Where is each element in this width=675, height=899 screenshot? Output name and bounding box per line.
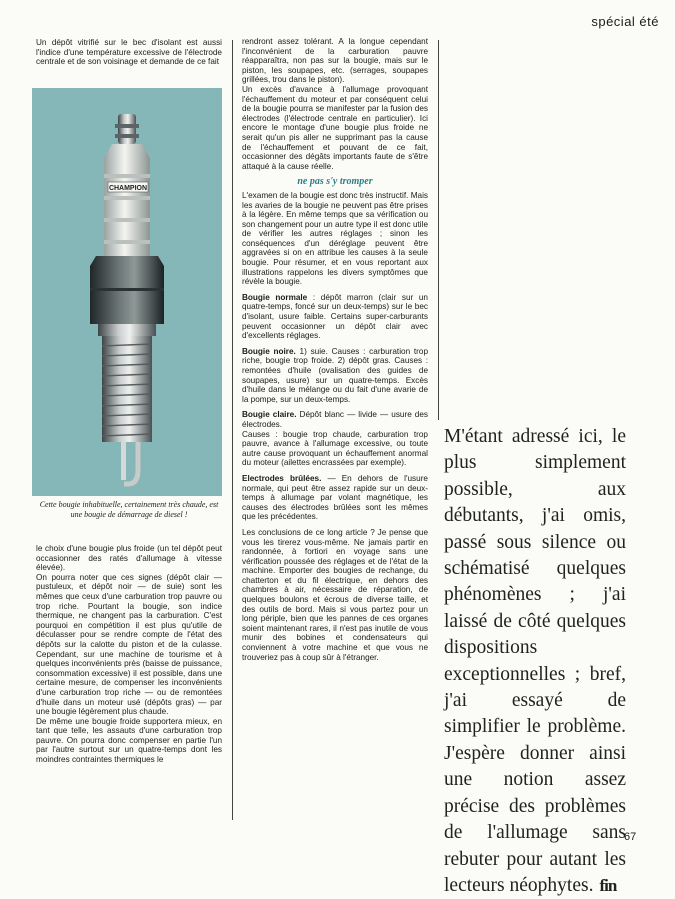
term-label: Bougie noire. bbox=[242, 346, 296, 356]
spark-plug-photo bbox=[32, 88, 222, 496]
paragraph: On pourra noter que ces signes (dépôt clair — pustuleux, et dépôt noir — de suie) sont les mêmes que ceux d'une carburation trop pauvre ou trop riche. Pourtant la bougie, son indice thermique, ne changent pas la carburation. C'est pourquoi en compétition il est plus qu'utile de déculasser pour se rendre compte de l'état des dépôts sur la calotte du piston et de la culasse. Cependant, sur une machine de tourisme et à quelques inconvénients près (baisse de puissance, consommation excessive) il est possible, dans une certaine mesure, de compenser les inconvénients d'une carburation trop riche — ou de remontées d'huile dans un moteur usé (dépôts gras) — par une bougie légèrement plus chaude. bbox=[36, 572, 222, 717]
page-number: 67 bbox=[624, 831, 637, 843]
paragraph-bougie-noire bbox=[242, 347, 428, 405]
paragraph-electrodes-brulees bbox=[242, 474, 428, 522]
column-divider-right bbox=[438, 40, 439, 420]
paragraph: L'examen de la bougie est donc très instructif. Mais les avaries de la bougie ne peuvent pas être prises à la légère. En même temps que sa vérification ou son changement pour un autre type il est donc utile de vérifier les autres réglages ; sinon les conséquences d'un déréglage peuvent être aggravées si on en attribue les causes à la seule bougie. Pour résumer, et en vous reportant aux illustrations rappelons les divers symptômes que révèle la bougie. bbox=[242, 190, 428, 287]
paragraph-bougie-normale bbox=[242, 293, 428, 341]
paragraph: Un dépôt vitrifié sur le bec d'isolant est aussi l'indice d'une température excessive de l'électrode centrale et de son voisinage et demande de ce fait bbox=[36, 38, 222, 67]
paragraph: le choix d'une bougie plus froide (un tel dépôt peut occasionner des ratés d'allumage à vitesse élevée). bbox=[36, 544, 222, 573]
term-text: — En dehors de l'usure normale, qui peut être assez rapide sur un deux-temps à allumage par volant magnétique, les causes des électrodes brûlées sont les mêmes que les précédentes. bbox=[242, 473, 428, 522]
term-text: 1) suie. Causes : carburation trop riche, bougie trop froide. 2) dépôt gras. Causes : remontées d'huile (ovalisation des guides de soupapes, usure) sur un quatre-temps. Excès d'huile dans le mélange ou du fait d'une avarie de la pompe, sur un deux-temps. bbox=[242, 346, 428, 404]
paragraph-bougie-claire bbox=[242, 410, 428, 429]
paragraph: Les conclusions de ce long article ? Je pense que vous les tirerez vous-même. Ne jamais partir en randonnée, à fortiori en voyage sans une vérification poussée des réglages et de l'état de la machine. Emporter des bougies de rechange, du chatterton et du fil électrique, en dehors des chambres à air, nécessaire de réparation, de quelques boulons et écrous de diverse taille, et des outils de bord. Mais si vous partez pour un long périple, bien que les pannes de ces organes soient maintenant rares, il n'est pas inutile de vous munir des bobines et condensateurs qui conviennent à votre machine et que vous ne trouveriez pas à coup sûr à l'étranger. bbox=[242, 527, 428, 662]
image-caption: Cette bougie inhabituelle, certainement très chaude, est une bougie de démarrage de diesel ! bbox=[39, 500, 219, 519]
conclusion-body: M'étant adressé ici, le plus simplement possible, aux débutants, j'ai omis, passé sous silence ou schématisé quelques phénomènes ; j'ai laissé de côté quelques dispositions exceptionnelles ; bref, j'ai essayé de simplifier le problème. J'espère donner ainsi une notion assez précise des problèmes de l'allumage sans rebuter pour autant les lecteurs néophytes. bbox=[444, 426, 626, 896]
paragraph: rendront assez tolérant. A la longue cependant l'inconvénient de la carburation pauvre réapparaîtra, non pas sur la bougie, mais sur le piston, les soupapes, etc. (serrages, soupapes grillées, trou dans le piston). bbox=[242, 37, 428, 85]
brand-text: CHAMPION bbox=[108, 185, 148, 192]
spark-plug-illustration bbox=[32, 88, 222, 496]
conclusion-text bbox=[444, 424, 626, 899]
term-label: Bougie normale bbox=[242, 292, 308, 302]
term-label: Bougie claire. bbox=[242, 410, 297, 420]
paragraph: De même une bougie froide supportera mieux, en tant que telle, les assauts d'une carburation trop pauvre. On pourra donc compenser en partie l'un par l'autre surtout sur un quatre-temps dont les moindres contraintes thermiques le bbox=[36, 716, 222, 765]
column-1-bottom bbox=[36, 544, 222, 765]
paragraph: Causes : bougie trop chaude, carburation trop pauvre, avance à l'allumage excessive, ou toute autre cause provoquant un échauffement anormal du moteur (ailettes encrassées par exemple). bbox=[242, 429, 428, 468]
term-text: : dépôt marron (clair sur un quatre-temps, foncé sur un deux-temps) sur le bec d'isolant, usure faible. Certains super-carburants peuvent occasionner un dépôt clair avec d'excellents réglages. bbox=[242, 292, 428, 341]
paragraph: Un excès d'avance à l'allumage provoquant l'échauffement du moteur et par conséquent celui de la bougie pourra se manifester par la fusion des électrodes (l'électrode centrale en particulier). Ici encore le montage d'une bougie plus froide ne serait qu'un pis aller ne supprimant pas la cause de l'échauffement et pouvant de ce fait, occasionner des dégâts importants faute de s'être attaqué à la cause réelle. bbox=[242, 84, 428, 171]
column-divider bbox=[232, 40, 233, 820]
subheading: ne pas s'y tromper bbox=[297, 176, 373, 188]
column-2 bbox=[242, 37, 428, 662]
column-1-top bbox=[36, 38, 222, 67]
fin-logo: fin bbox=[599, 875, 617, 895]
section-header: spécial été bbox=[591, 14, 659, 29]
term-text: Dépôt blanc — livide — usure des électrodes. bbox=[242, 410, 428, 429]
term-label: Electrodes brûlées. bbox=[242, 473, 322, 483]
